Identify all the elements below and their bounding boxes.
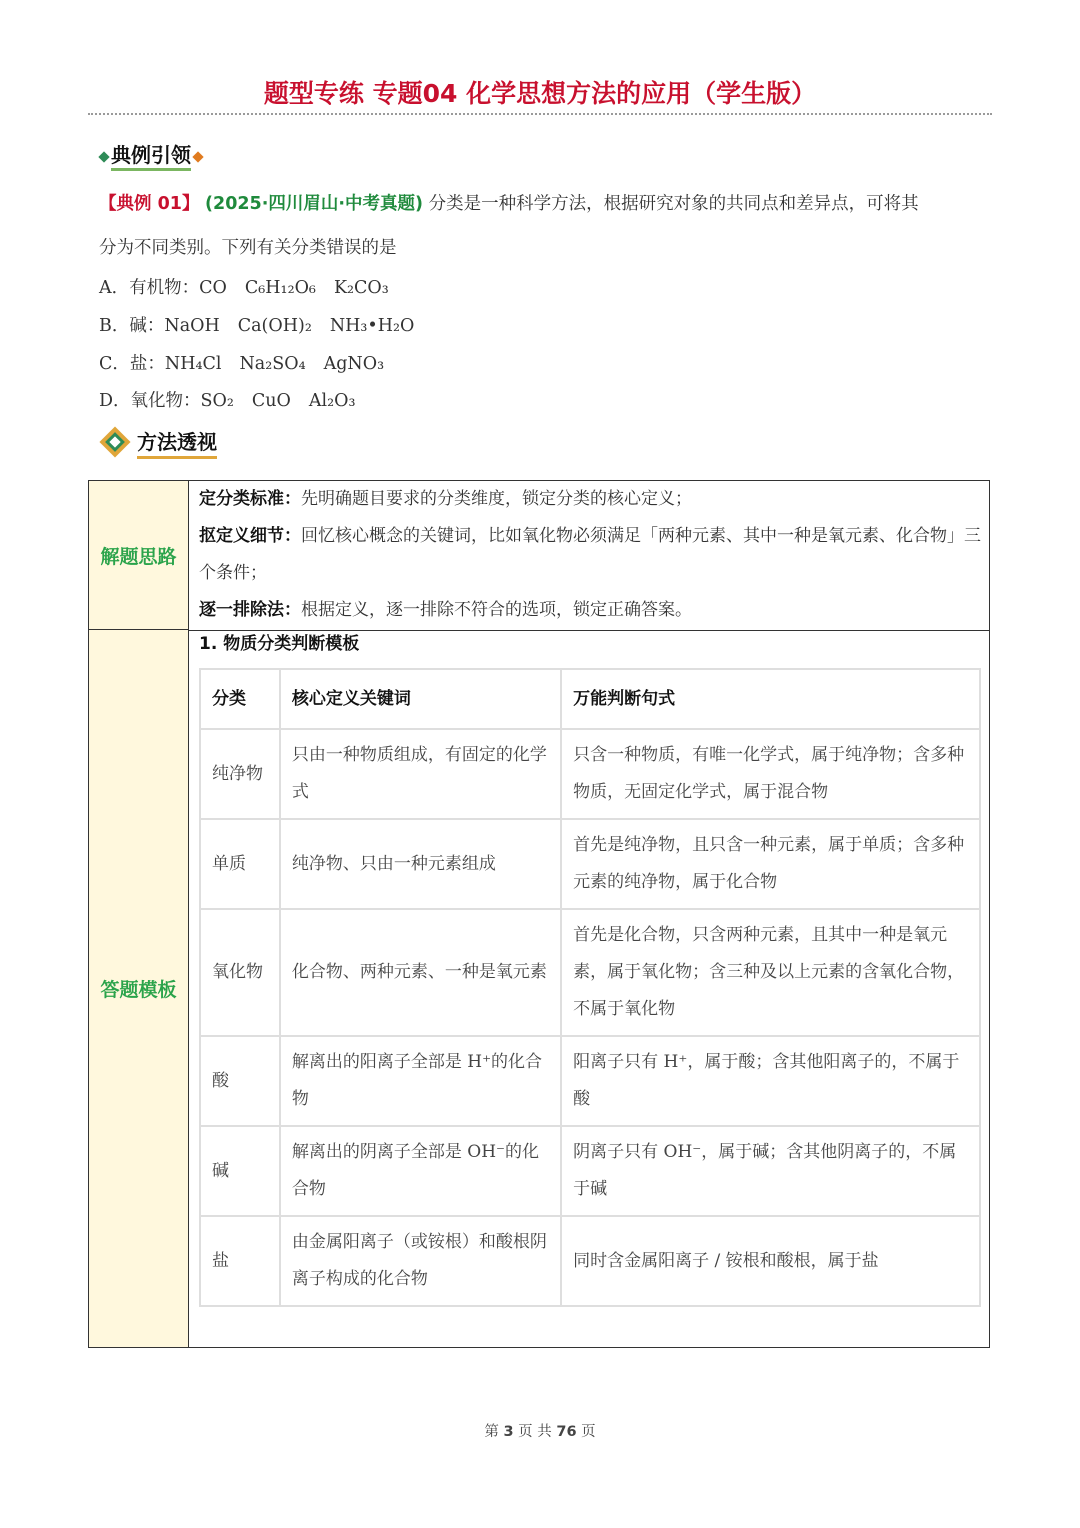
page-title: 题型专练 专题04 化学思想方法的应用（学生版） xyxy=(263,79,817,108)
table-header-row xyxy=(200,669,980,729)
diamond-icon xyxy=(98,151,109,162)
section-heading-text: 方法透视 xyxy=(137,426,217,459)
formula: SO₂ xyxy=(200,391,234,411)
table-cell: 纯净物 xyxy=(200,729,280,819)
table-cell: 首先是纯净物，且只含一种元素，属于单质；含多种元素的纯净物，属于化合物 xyxy=(561,819,980,909)
table-row xyxy=(200,819,980,909)
table-cell: 解离出的阳离子全部是 H⁺的化合物 xyxy=(280,1036,561,1126)
option-label: 盐： xyxy=(129,354,165,374)
idea-item xyxy=(199,592,984,629)
classification-table xyxy=(199,668,981,1307)
idea-text: 先明确题目要求的分类维度，锁定分类的核心定义； xyxy=(301,489,692,509)
idea-key: 逐一排除法： xyxy=(199,600,301,620)
formula: K₂CO₃ xyxy=(333,278,389,298)
section-heading-method xyxy=(97,424,217,460)
option-label: 氧化物： xyxy=(130,391,201,411)
option-letter: D． xyxy=(99,391,131,411)
section-heading-example xyxy=(97,139,205,168)
formula: CuO xyxy=(251,391,291,411)
option-letter: C． xyxy=(99,354,130,374)
option-d xyxy=(99,387,356,412)
table-cell: 只由一种物质组成，有固定的化学式 xyxy=(280,729,561,819)
option-c xyxy=(99,350,384,375)
idea-content xyxy=(199,481,984,629)
formula: Ca(OH)₂ xyxy=(237,316,312,336)
option-label: 碱： xyxy=(129,316,165,336)
option-a xyxy=(99,274,389,299)
table-header: 核心定义关键词 xyxy=(280,669,561,729)
table-cell: 同时含金属阳离子 / 铵根和酸根，属于盐 xyxy=(561,1216,980,1306)
footer-text: 页 xyxy=(581,1424,596,1440)
diamond-icon xyxy=(192,151,203,162)
table-row xyxy=(200,1126,980,1216)
idea-key: 抠定义细节： xyxy=(199,526,301,546)
formula: Na₂SO₄ xyxy=(239,354,306,374)
example-source: (2025·四川眉山·中考真题) xyxy=(205,194,424,214)
table-cell: 解离出的阴离子全部是 OH⁻的化合物 xyxy=(280,1126,561,1216)
idea-key: 定分类标准： xyxy=(199,489,301,509)
table-header: 万能判断句式 xyxy=(561,669,980,729)
formula: CO xyxy=(199,278,227,298)
option-label: 有机物： xyxy=(129,278,200,298)
table-cell: 阳离子只有 H⁺，属于酸；含其他阳离子的，不属于酸 xyxy=(561,1036,980,1126)
page-total: 76 xyxy=(556,1424,577,1440)
table-cell: 化合物、两种元素、一种是氧元素 xyxy=(280,909,561,1036)
table-cell: 阴离子只有 OH⁻，属于碱；含其他阴离子的，不属于碱 xyxy=(561,1126,980,1216)
table-cell: 纯净物、只由一种元素组成 xyxy=(280,819,561,909)
method-box xyxy=(88,480,990,1348)
formula: NH₃•H₂O xyxy=(329,316,415,336)
table-cell: 首先是化合物，只含两种元素，且其中一种是氧元素，属于氧化物；含三种及以上元素的含氧化合物，不属于氧化物 xyxy=(561,909,980,1036)
example-tag: 【典例 01】 xyxy=(99,194,200,214)
formula: NaOH xyxy=(164,316,220,336)
footer-text: 第 xyxy=(484,1424,499,1440)
table-row xyxy=(200,1036,980,1126)
page-footer xyxy=(0,1420,1080,1441)
table-row xyxy=(200,909,980,1036)
formula: C₆H₁₂O₆ xyxy=(244,278,316,298)
page-number: 3 xyxy=(503,1424,514,1440)
idea-text: 根据定义，逐一排除不符合的选项，锁定正确答案。 xyxy=(301,600,692,620)
question-text-line1: 分类是一种科学方法，根据研究对象的共同点和差异点，可将其 xyxy=(428,194,919,214)
table-cell: 只含一种物质，有唯一化学式，属于纯净物；含多种物质，无固定化学式，属于混合物 xyxy=(561,729,980,819)
idea-item xyxy=(199,518,984,592)
table-row xyxy=(200,1216,980,1306)
question-text-line2: 分为不同类别。下列有关分类错误的是 xyxy=(99,238,397,258)
idea-item xyxy=(199,481,984,518)
table-cell: 由金属阳离子（或铵根）和酸根阴离子构成的化合物 xyxy=(280,1216,561,1306)
table-cell: 氧化物 xyxy=(200,909,280,1036)
table-row xyxy=(200,729,980,819)
option-b xyxy=(99,312,414,337)
idea-label: 解题思路 xyxy=(89,481,189,630)
example-question xyxy=(99,182,979,226)
table-cell: 碱 xyxy=(200,1126,280,1216)
option-letter: A． xyxy=(99,278,130,298)
formula: AgNO₃ xyxy=(323,354,385,374)
template-title: 1. 物质分类判断模板 xyxy=(199,634,360,654)
formula: NH₄Cl xyxy=(164,354,222,374)
diamond-badge-icon xyxy=(97,424,133,460)
table-cell: 酸 xyxy=(200,1036,280,1126)
table-cell: 盐 xyxy=(200,1216,280,1306)
footer-text: 页 共 xyxy=(518,1424,552,1440)
idea-text: 回忆核心概念的关键词，比如氧化物必须满足「两种元素、其中一种是氧元素、化合物」三个条件； xyxy=(199,526,981,583)
section-heading-text: 典例引领 xyxy=(111,143,191,171)
template-label: 答题模板 xyxy=(89,630,189,1347)
title-divider xyxy=(88,113,992,115)
formula: Al₂O₃ xyxy=(308,391,356,411)
table-cell: 单质 xyxy=(200,819,280,909)
table-header: 分类 xyxy=(200,669,280,729)
option-letter: B． xyxy=(99,316,130,336)
